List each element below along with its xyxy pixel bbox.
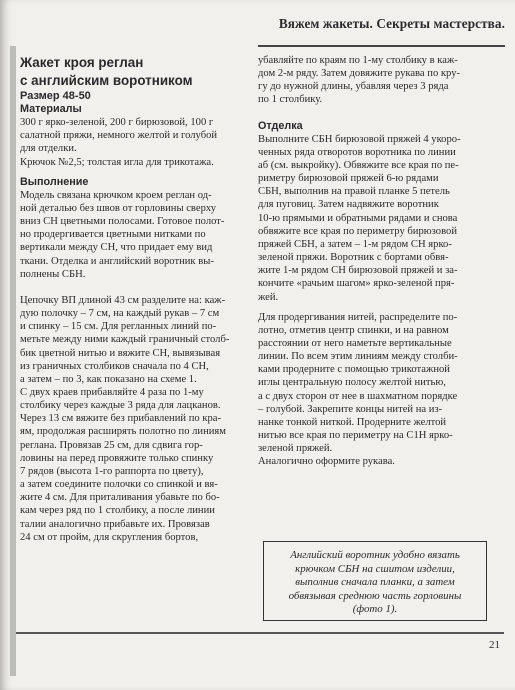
text-line: талии аналогично прибавьте их. Провязав — [20, 518, 210, 530]
materials-heading: Материалы — [20, 103, 82, 116]
article-title — [20, 54, 244, 90]
execution-paragraph-1 — [20, 189, 244, 281]
text-line: Крючок №2,5; толстая игла для трикотажа. — [20, 156, 214, 168]
finishing-heading: Отделка — [258, 119, 303, 132]
text-line: СБН, выполнив на правой планке 5 петель — [258, 186, 450, 198]
text-line: по 1 столбику. — [258, 94, 323, 106]
text-line: из граничных столбиков сначала по 4 СН, — [20, 360, 209, 372]
text-line: а затем соедините полочки со спинкой и вя- — [20, 479, 218, 491]
text-line: жите 4 см. Для приталивания убавьте по бо- — [20, 492, 220, 504]
text-line: бик цветной нитью и вяжите СН, вывязывая — [20, 347, 221, 359]
text-line: а затем – по 3, как показано на схеме 1. — [20, 373, 197, 385]
text-line: ям, продолжая расширять полотно по линиям — [20, 426, 227, 438]
text-line: убавляйте по краям по 1-му столбику в каж- — [258, 55, 458, 66]
text-line: Через 13 см вяжите без прибавлений по кра- — [20, 413, 221, 425]
text-line: полнены СБН. — [20, 268, 86, 280]
finishing-paragraph-2 — [258, 311, 494, 469]
text-line: но продергивается цветными нитками по — [20, 229, 206, 241]
text-line: иглы центральную полосу желтой нитью, — [258, 377, 446, 389]
text-line: Аналогично оформите рукава. — [258, 456, 395, 468]
text-line: расстоянии от него наметьте вертикальные — [258, 337, 452, 349]
tip-line: крючком СБН на сшитом изделии, — [295, 562, 455, 575]
finishing-paragraph-1 — [258, 133, 494, 304]
tip-text — [268, 549, 482, 617]
text-line: нитью все края по периметру на С1Н ярко- — [258, 430, 453, 442]
text-line: Цепочку ВП длиной 43 см разделите на: каж- — [20, 294, 226, 306]
text-line: для отделки. — [20, 143, 77, 155]
text-line: 24 см от пройм, для скругления бортов, — [20, 531, 199, 543]
text-line: 7 рядов (высота 1-го раппорта по цвету), — [20, 465, 204, 477]
left-column — [20, 54, 244, 544]
title-line-1: Жакет кроя реглан — [20, 55, 144, 70]
text-line: – голубой. Закрепите концы нитей на из- — [258, 403, 443, 415]
text-line: зеленой пряжей. — [258, 443, 333, 455]
text-line: ткани. Отделка и английский воротник вы- — [20, 255, 214, 267]
text-line: ками продерните с помощью трикотажной — [258, 364, 450, 376]
text-line: лотно, отметив центр спинки, и на равном — [258, 324, 449, 336]
text-line: Модель связана крючком кроем реглан од- — [20, 189, 212, 201]
text-line: кончите «рачьим шагом» ярко-зеленой пря- — [258, 278, 455, 290]
tip-line: обвязывая среднюю часть горловины — [288, 589, 462, 602]
text-line: ченных ряда отворотов воротника по линии — [258, 146, 456, 158]
text-line: Выполните СБН бирюзовой пряжей 4 укоро- — [258, 133, 461, 145]
text-line: реглана. Провязав 25 см, для сдвига гор- — [20, 439, 203, 451]
margin-bar — [10, 46, 16, 676]
text-line: столбику через каждые 3 ряда для лацканов. — [20, 400, 221, 412]
page-number: 21 — [489, 639, 500, 651]
text-line: 10-ю прямыми и обратными рядами и снова — [258, 212, 458, 224]
running-title: Вяжем жакеты. Секреты мастерства. — [278, 16, 505, 31]
text-line: линии. По всем этим линиям между столби- — [258, 351, 458, 363]
materials-text — [20, 116, 244, 169]
size-label: Размер 48-50 — [20, 90, 91, 102]
execution-heading: Выполнение — [20, 175, 89, 188]
text-line: обвяжите все края по периметру бирюзовой — [258, 225, 457, 237]
text-line: метьте между ними каждый граничный столб- — [20, 334, 230, 346]
right-column — [258, 54, 494, 469]
tip-line: Английский воротник удобно вязать — [290, 549, 460, 561]
text-line: аб (см. выкройку). Обвяжите все края по пе- — [258, 159, 459, 171]
text-line: 300 г ярко-зеленой, 200 г бирюзовой, 100 г — [20, 117, 214, 129]
text-line: гу до нужной длины, убавляя через 3 ряда — [258, 81, 449, 93]
text-line: дую полочку – 7 см, на каждый рукав – 7 см — [20, 308, 220, 320]
text-line: а с двух сторон от нее в шахматном порядке — [258, 390, 458, 402]
text-line: зеленой пряжи. Воротник с бортами обвя- — [258, 252, 449, 264]
text-line: салатной пряжи, немного желтой и голубой — [20, 130, 218, 142]
text-line: риметру бирюзовой пряжей 6-ю рядами — [258, 173, 439, 185]
text-line: пряжей СБН, а затем – 1-м рядом СН ярко- — [258, 238, 452, 250]
text-line: и спинку – 15 см. Для регланных линий по- — [20, 321, 217, 333]
title-line-2: с английским воротником — [20, 73, 193, 88]
tip-line: выполнив сначала планки, а затем — [295, 576, 455, 589]
text-line: жей. — [258, 291, 279, 303]
text-line: Для продергивания нитей, распределите по- — [258, 311, 458, 323]
text-line: нанке тонкой ниткой. Продерните желтой — [258, 416, 447, 428]
footer-rule — [16, 632, 504, 634]
text-line: вниз СН цветными полосами. Готовое полот- — [20, 216, 225, 228]
text-line: вертикали между СН, что придает ему вид — [20, 242, 213, 254]
text-line: дом 2-м ряду. Затем довяжите рукава по кру- — [258, 68, 461, 80]
text-line: жите 1-м рядом СН бирюзовой пряжей и за- — [258, 265, 458, 277]
tip-line: (фото 1). — [352, 603, 398, 616]
text-line: С двух краев прибавляйте 4 раза по 1-му — [20, 386, 204, 398]
text-line: кам через ряд по 1 столбику, а после линии — [20, 505, 215, 517]
text-line: ловины на перед провяжите только спинку — [20, 452, 214, 464]
execution-paragraph-3 — [258, 54, 494, 107]
text-line: ной деталью без швов от горловины сверху — [20, 202, 217, 214]
execution-paragraph-2 — [20, 294, 244, 544]
text-line: для пуговиц. Затем надвяжите воротник — [258, 199, 439, 211]
